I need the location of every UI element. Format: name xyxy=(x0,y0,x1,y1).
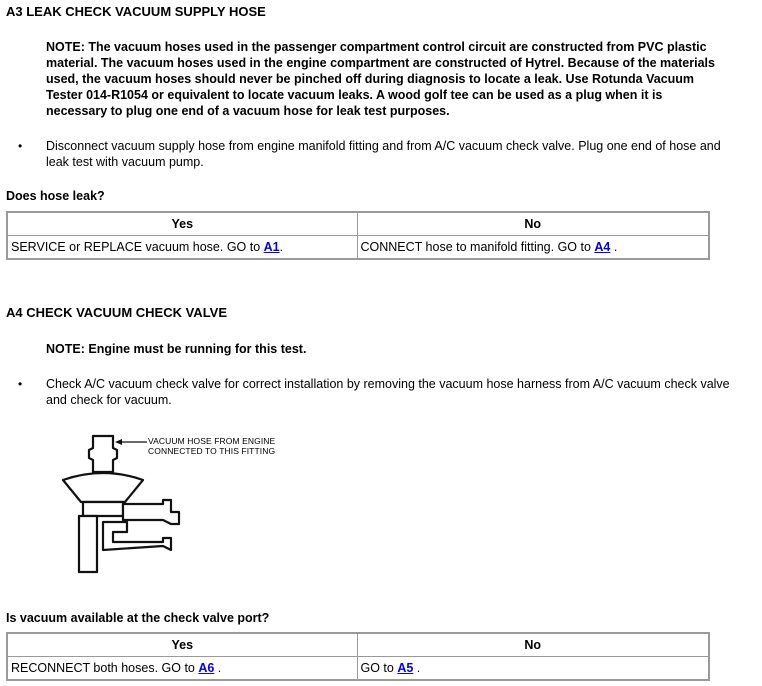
yes-cell xyxy=(7,236,357,260)
a4-bullet-line: and check for vacuum. xyxy=(46,393,172,407)
a3-bullet xyxy=(18,138,762,172)
a3-note-line: necessary to plug one end of a vacuum hose for leak test purposes. xyxy=(46,104,450,118)
figure-label-line: CONNECTED TO THIS FITTING xyxy=(148,446,276,456)
a3-note xyxy=(46,39,762,119)
a4-question: Is vacuum available at the check valve port? xyxy=(6,611,270,625)
yes-header: Yes xyxy=(7,212,357,236)
a4-bullet-text xyxy=(46,376,730,408)
figure-label xyxy=(148,436,275,456)
table-row xyxy=(7,236,709,260)
a4-decision-table xyxy=(6,632,710,681)
a3-note-line: material. The vacuum hoses used in the engine compartment are constructed of Hytrel. Because of the materials xyxy=(46,56,715,70)
a3-note-line: used, the vacuum hoses should never be pinched off during diagnosis to locate a leak. Use Rotunda Vacuum xyxy=(46,72,695,86)
a3-bullet-line: leak test with vacuum pump. xyxy=(46,155,204,169)
table-header-row xyxy=(7,633,709,657)
no-cell xyxy=(357,657,709,681)
a4-bullet xyxy=(18,376,762,410)
link-a1[interactable]: A1 xyxy=(263,240,280,254)
no-header: No xyxy=(357,212,709,236)
link-a4[interactable]: A4 xyxy=(594,240,611,254)
yes-text: RECONNECT both hoses. GO to xyxy=(11,661,199,675)
a3-bullet-line: Disconnect vacuum supply hose from engine manifold fitting and from A/C vacuum check valve. Plug one end of hose and xyxy=(46,139,721,153)
a3-note-line: Tester 014-R1054 or equivalent to locate vacuum leaks. A wood golf tee can be used as a plug when it is xyxy=(46,88,663,102)
link-a6[interactable]: A6 xyxy=(198,661,215,675)
no-suffix: . xyxy=(610,240,618,254)
yes-suffix: . xyxy=(279,240,284,254)
check-valve-icon xyxy=(63,436,179,572)
bullet-icon: • xyxy=(18,377,23,391)
arrow-head-icon xyxy=(115,439,122,445)
no-header: No xyxy=(357,633,709,657)
a3-bullet-text xyxy=(46,138,721,170)
figure-label-line: VACUUM HOSE FROM ENGINE xyxy=(148,436,276,446)
yes-text: SERVICE or REPLACE vacuum hose. GO to xyxy=(11,240,264,254)
no-cell xyxy=(357,236,709,260)
yes-cell xyxy=(7,657,357,681)
no-text: GO to xyxy=(360,661,398,675)
a4-heading: A4 CHECK VACUUM CHECK VALVE xyxy=(6,305,228,320)
table-header-row xyxy=(7,212,709,236)
a3-question: Does hose leak? xyxy=(6,189,105,203)
a4-bullet-line: Check A/C vacuum check valve for correct installation by removing the vacuum hose harness from A/C vacuum check valve xyxy=(46,377,730,391)
a3-note-line: NOTE: The vacuum hoses used in the passenger compartment control circuit are constructed from PVC plastic xyxy=(46,40,707,54)
link-a5[interactable]: A5 xyxy=(397,661,414,675)
yes-suffix: . xyxy=(214,661,222,675)
yes-header: Yes xyxy=(7,633,357,657)
a3-heading: A3 LEAK CHECK VACUUM SUPPLY HOSE xyxy=(6,4,266,19)
a3-decision-table xyxy=(6,211,710,260)
no-suffix: . xyxy=(413,661,421,675)
a4-note: NOTE: Engine must be running for this test. xyxy=(46,342,307,356)
no-text: CONNECT hose to manifold fitting. GO to xyxy=(360,240,595,254)
table-row xyxy=(7,657,709,681)
bullet-icon: • xyxy=(18,139,23,153)
